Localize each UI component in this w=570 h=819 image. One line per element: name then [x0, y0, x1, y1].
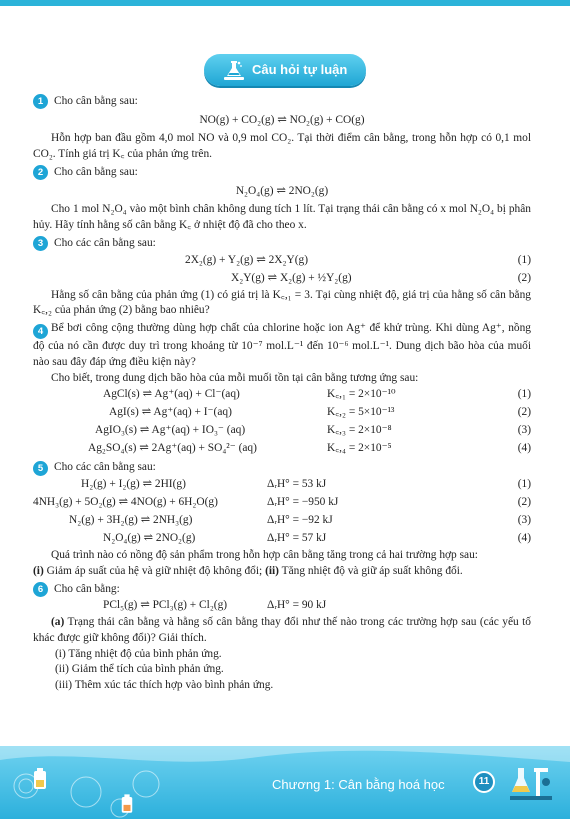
question-intro: Cho cân bằng sau:: [54, 165, 138, 178]
equation: N₂O₄(g) ⇌ 2NO₂(g): [103, 532, 196, 545]
equation: PCl₅(g) ⇌ PCl₃(g) + Cl₂(g): [103, 599, 228, 612]
equation: X₂Y(g) ⇌ X₂(g) + ½Y₂(g): [231, 271, 352, 284]
equilibrium-constant: K꜀,₁ = 2×10⁻¹⁰: [327, 388, 396, 401]
question-text-2: Cho biết, trong dung dịch bão hòa của mỗi muối tồn tại cân bằng tương ứng sau:: [51, 371, 419, 384]
equation-row: [33, 494, 531, 512]
question-part-a: [33, 615, 531, 646]
question-text: Cho 1 mol N₂O₄ vào một bình chân không dung tích 1 lít. Tại trạng thái cân bằng có x mol N₂O₄ bị phân hủy. Hãy tính hằng số cân bằng K꜀ ở nhiệt độ đã cho theo x.: [33, 203, 531, 232]
enthalpy-change: ΔᵣH° = 53 kJ: [267, 478, 327, 491]
condition-text: Tăng nhiệt độ và giữ áp suất không đổi.: [278, 564, 463, 577]
question-number-badge: 5: [33, 461, 48, 476]
equation-tag: (4): [517, 532, 531, 545]
equation: Ag₂SO₄(s) ⇌ 2Ag⁺(aq) + SO₄²⁻ (aq): [88, 442, 257, 455]
equation: AgCl(s) ⇌ Ag⁺(aq) + Cl⁻(aq): [103, 388, 240, 401]
part-label: (a): [51, 616, 65, 629]
question-text: Hỗn hợp ban đầu gồm 4,0 mol NO và 0,9 mol CO₂. Tại thời điểm cân bằng, trong hỗn hợp có 0,1 mol CO₂. Tính giá trị K꜀ của phản ứng trên.: [33, 132, 531, 161]
question-list: [33, 92, 531, 694]
equation-tag: (1): [517, 388, 531, 401]
question-number-badge: 3: [33, 236, 48, 251]
question-number-badge: 6: [33, 582, 48, 597]
equilibrium-constant: K꜀,₃ = 2×10⁻⁸: [327, 424, 392, 437]
equation-row: [33, 512, 531, 530]
question-text: Quá trình nào có nồng độ sản phẩm trong hỗn hợp cân bằng tăng trong cả hai trường hợp sau:: [51, 549, 478, 562]
equation-tag: (3): [517, 514, 531, 527]
equation: N₂(g) + 3H₂(g) ⇌ 2NH₃(g): [69, 514, 193, 527]
question-intro: Cho các cân bằng sau:: [54, 461, 156, 474]
section-header: [0, 54, 570, 88]
question-text: Bể bơi công cộng thường dùng hợp chất của chlorine hoặc ion Ag⁺ để khử trùng. Khi dùng Ag⁺, nồng độ của nó cần được duy trì trong khoảng từ 10⁻⁷ mol.L⁻¹ đến 10⁻⁶ mol.L⁻¹. Dung dịch bão hòa của muối nào sau đây đáp ứng điều kiện này?: [33, 322, 531, 368]
condition-label: (ii): [265, 564, 279, 577]
equation: AgI(s) ⇌ Ag⁺(aq) + I⁻(aq): [109, 406, 232, 419]
question-intro: Cho các cân bằng sau:: [54, 236, 156, 249]
equation-tag: (1): [517, 478, 531, 491]
lab-equipment-icon: [506, 760, 556, 810]
question-intro: Cho cân bằng sau:: [54, 95, 138, 107]
part-text: Trạng thái cân bằng và hằng số cân bằng thay đổi như thế nào trong các trường hợp sau (các yếu tố khác được giữ không đổi)? Giải thích.: [33, 616, 531, 645]
list-item: (i) Tăng nhiệt độ của bình phản ứng.: [55, 647, 222, 660]
chapter-title: Chương 1: Cân bằng hoá học: [272, 777, 445, 792]
question-text: Hằng số cân bằng của phản ứng (1) có giá trị là K꜀,₁ = 3. Tại cùng nhiệt độ, giá trị của hằng số cân bằng K꜀,₂ của phản ứng (2) bằng bao nhiêu?: [33, 288, 531, 317]
equation-row: [33, 530, 531, 548]
equilibrium-constant: K꜀,₄ = 2×10⁻⁵: [327, 442, 392, 455]
equation: H₂(g) + I₂(g) ⇌ 2HI(g): [81, 478, 186, 491]
enthalpy-change: ΔᵣH° = 57 kJ: [267, 532, 327, 545]
question-number-badge: 2: [33, 165, 48, 180]
equation-row: [33, 270, 531, 288]
equation: AgIO₃(s) ⇌ Ag⁺(aq) + IO₃⁻ (aq): [95, 424, 246, 437]
question-3: [33, 236, 531, 252]
equilibrium-constant: K꜀,₂ = 5×10⁻¹³: [327, 406, 395, 419]
equation-row: [33, 422, 531, 440]
equation-row: [33, 404, 531, 422]
equation: 2X₂(g) + Y₂(g) ⇌ 2X₂Y(g): [185, 253, 308, 266]
equation-row: [33, 252, 531, 270]
equation-row: [33, 476, 531, 494]
equation-row: [33, 386, 531, 404]
equation-tag: (4): [517, 442, 531, 455]
enthalpy-change: ΔᵣH° = 90 kJ: [267, 599, 327, 612]
question-intro: Cho cân bằng:: [54, 582, 120, 595]
equation-tag: (2): [517, 406, 531, 419]
equation: N₂O₄(g) ⇌ 2NO₂(g): [235, 184, 329, 197]
battery-icon: [120, 794, 134, 814]
equation: 4NH₃(g) + 5O₂(g) ⇌ 4NO(g) + 6H₂O(g): [33, 496, 218, 509]
page-number: 11: [473, 771, 495, 793]
list-item: (ii) Giảm thể tích của bình phản ứng.: [55, 663, 224, 676]
section-title-pill: [204, 54, 366, 86]
equation-tag: (3): [517, 424, 531, 437]
condition-text: Giảm áp suất của hệ và giữ nhiệt độ không đổi;: [43, 564, 263, 577]
enthalpy-change: ΔᵣH° = −950 kJ: [267, 496, 339, 509]
question-5: [33, 460, 531, 476]
equation-tag: (1): [517, 253, 531, 266]
top-accent-bar: [0, 0, 570, 6]
question-2: [33, 165, 531, 181]
condition-label: (i): [33, 564, 44, 577]
equation-row: [33, 597, 531, 615]
equation-tag: (2): [517, 271, 531, 284]
equation-row: [33, 440, 531, 458]
section-title: Câu hỏi tự luận: [252, 62, 348, 77]
question-number-badge: 4: [33, 324, 48, 339]
question-6: [33, 582, 531, 598]
question-1: [33, 94, 531, 110]
equation-tag: (2): [517, 496, 531, 509]
question-conditions: [33, 564, 531, 580]
flask-icon: [222, 58, 246, 82]
battery-icon: [32, 768, 48, 790]
enthalpy-change: ΔᵣH° = −92 kJ: [267, 514, 333, 527]
question-number-badge: 1: [33, 94, 48, 109]
equation: NO(g) + CO₂(g) ⇌ NO₂(g) + CO(g): [199, 113, 365, 126]
question-4: [33, 321, 531, 371]
list-item: (iii) Thêm xúc tác thích hợp vào bình phản ứng.: [55, 679, 274, 692]
